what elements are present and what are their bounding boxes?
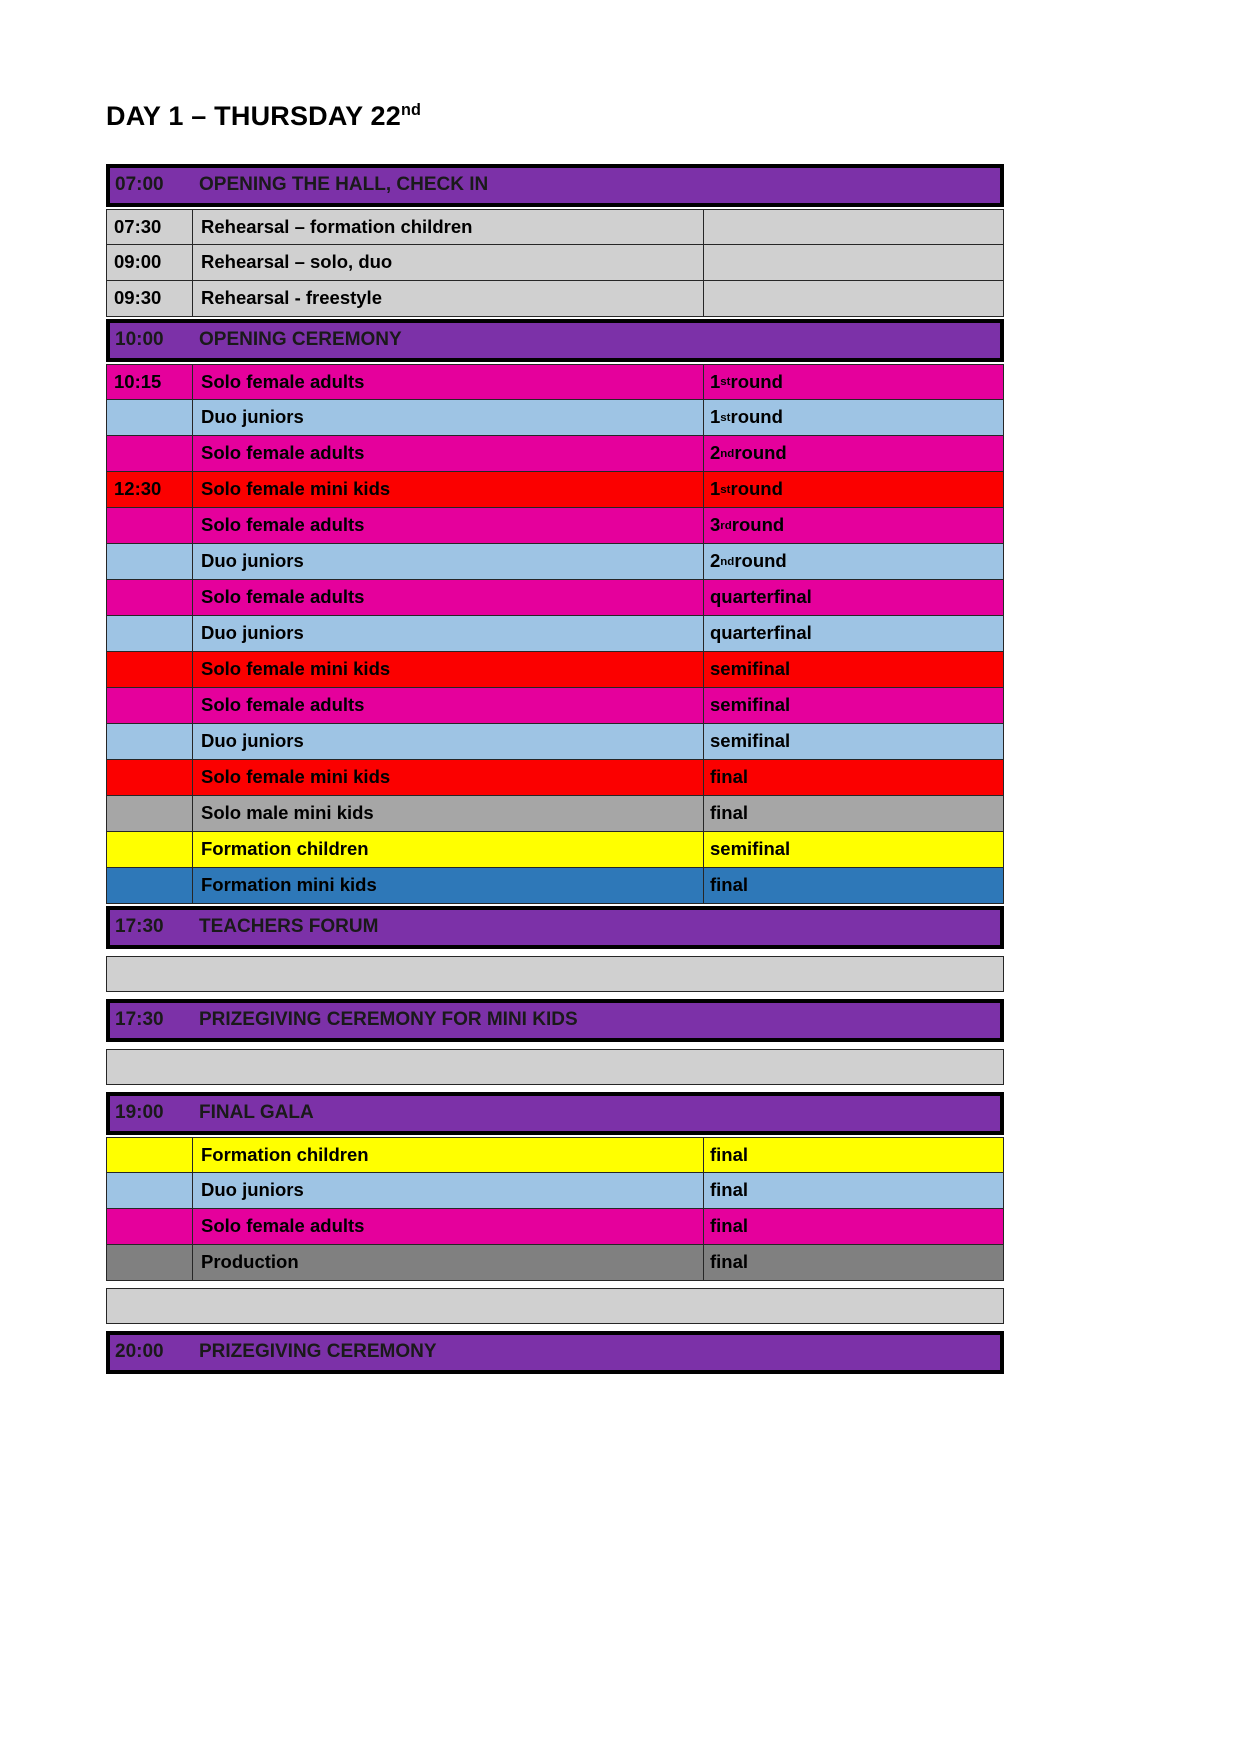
row-category: Solo male mini kids <box>201 802 374 824</box>
row-time: 09:30 <box>107 281 193 316</box>
row-time <box>107 688 193 723</box>
row-time <box>107 832 193 867</box>
page-title <box>106 101 421 132</box>
row-time: 12:30 <box>107 472 193 507</box>
schedule-row <box>106 832 1004 868</box>
row-category: Solo female adults <box>201 694 365 716</box>
row-round: 2 nd round <box>703 544 1003 579</box>
row-round: final <box>703 1173 1003 1208</box>
row-category: Formation children <box>201 838 369 860</box>
row-time <box>107 1209 193 1244</box>
row-gap <box>106 949 1004 956</box>
row-time <box>107 796 193 831</box>
row-category: Rehearsal – formation children <box>201 215 473 237</box>
row-time <box>107 760 193 795</box>
banner-time: 20:00 <box>115 1341 164 1363</box>
schedule-row <box>106 364 1004 400</box>
row-time <box>107 580 193 615</box>
row-round: quarterfinal <box>703 616 1003 651</box>
schedule-spacer-row <box>106 1288 1004 1324</box>
row-gap <box>106 1324 1004 1331</box>
row-round <box>703 281 1003 316</box>
row-time <box>107 652 193 687</box>
row-category: Duo juniors <box>201 1179 304 1201</box>
row-round: 2 nd round <box>703 436 1003 471</box>
banner-title: TEACHERS FORUM <box>199 916 379 938</box>
schedule-spacer-row <box>106 1049 1004 1085</box>
row-round <box>703 210 1003 244</box>
schedule-row <box>106 544 1004 580</box>
row-category: Solo female adults <box>201 586 365 608</box>
row-time <box>107 1245 193 1280</box>
row-category: Rehearsal - freestyle <box>201 287 382 309</box>
row-round: quarterfinal <box>703 580 1003 615</box>
row-category: Duo juniors <box>201 622 304 644</box>
schedule-row <box>106 245 1004 281</box>
schedule-row <box>106 796 1004 832</box>
schedule-banner-row <box>106 906 1004 949</box>
row-category: Solo female adults <box>201 514 365 536</box>
row-time: 07:30 <box>107 210 193 244</box>
banner-time: 17:30 <box>115 916 164 938</box>
row-time <box>107 400 193 435</box>
banner-time: 19:00 <box>115 1102 164 1124</box>
row-category: Solo female mini kids <box>201 766 391 788</box>
schedule-row <box>106 1209 1004 1245</box>
banner-title: FINAL GALA <box>199 1102 314 1124</box>
schedule-row <box>106 400 1004 436</box>
schedule-row <box>106 209 1004 245</box>
schedule-row <box>106 616 1004 652</box>
row-gap <box>106 1042 1004 1049</box>
row-category: Duo juniors <box>201 550 304 572</box>
schedule-row <box>106 1173 1004 1209</box>
banner-time: 10:00 <box>115 329 164 351</box>
schedule-row <box>106 760 1004 796</box>
row-time <box>107 544 193 579</box>
row-category: Solo female mini kids <box>201 658 391 680</box>
row-round: semifinal <box>703 832 1003 867</box>
row-time <box>107 724 193 759</box>
row-category: Solo female adults <box>201 442 365 464</box>
row-round: 1 st round <box>703 365 1003 399</box>
banner-title: PRIZEGIVING CEREMONY <box>199 1341 437 1363</box>
schedule-row <box>106 472 1004 508</box>
row-gap <box>106 992 1004 999</box>
row-category: Duo juniors <box>201 406 304 428</box>
row-category: Formation children <box>201 1143 369 1165</box>
row-round: final <box>703 1209 1003 1244</box>
row-round: semifinal <box>703 688 1003 723</box>
schedule-banner-row <box>106 319 1004 362</box>
schedule-banner-row <box>106 999 1004 1042</box>
row-round: semifinal <box>703 724 1003 759</box>
schedule-banner-row <box>106 1331 1004 1374</box>
schedule-row <box>106 868 1004 904</box>
row-time <box>107 1138 193 1172</box>
row-round: final <box>703 1138 1003 1172</box>
row-time <box>107 868 193 903</box>
schedule-banner-row <box>106 1092 1004 1135</box>
row-round: final <box>703 760 1003 795</box>
schedule-row <box>106 580 1004 616</box>
row-category: Solo female adults <box>201 370 365 392</box>
schedule-row <box>106 688 1004 724</box>
banner-time: 17:30 <box>115 1009 164 1031</box>
row-round: 1 st round <box>703 472 1003 507</box>
schedule-row <box>106 1137 1004 1173</box>
row-time <box>107 1173 193 1208</box>
schedule-spacer-row <box>106 956 1004 992</box>
row-round: final <box>703 1245 1003 1280</box>
schedule-row <box>106 436 1004 472</box>
page-title-text: DAY 1 – THURSDAY 22 <box>106 101 401 131</box>
row-time <box>107 436 193 471</box>
row-time <box>107 508 193 543</box>
row-category: Duo juniors <box>201 730 304 752</box>
row-time <box>107 616 193 651</box>
row-gap <box>106 1085 1004 1092</box>
row-round: final <box>703 868 1003 903</box>
banner-title: OPENING CEREMONY <box>199 329 402 351</box>
row-round: 1 st round <box>703 400 1003 435</box>
row-gap <box>106 1281 1004 1288</box>
schedule-row <box>106 281 1004 317</box>
banner-title: OPENING THE HALL, CHECK IN <box>199 174 489 196</box>
row-category: Rehearsal – solo, duo <box>201 251 393 273</box>
row-round: final <box>703 796 1003 831</box>
schedule-banner-row <box>106 164 1004 207</box>
row-time: 10:15 <box>107 365 193 399</box>
row-category: Production <box>201 1251 299 1273</box>
schedule-row <box>106 508 1004 544</box>
banner-time: 07:00 <box>115 174 164 196</box>
schedule-row <box>106 652 1004 688</box>
row-round: semifinal <box>703 652 1003 687</box>
row-category: Solo female adults <box>201 1215 365 1237</box>
banner-title: PRIZEGIVING CEREMONY FOR MINI KIDS <box>199 1009 578 1031</box>
schedule-row <box>106 1245 1004 1281</box>
row-round <box>703 245 1003 280</box>
row-round: 3 rd round <box>703 508 1003 543</box>
schedule-table <box>106 164 1004 1374</box>
row-category: Formation mini kids <box>201 874 377 896</box>
row-category: Solo female mini kids <box>201 478 391 500</box>
row-time: 09:00 <box>107 245 193 280</box>
schedule-row <box>106 724 1004 760</box>
page-title-ordinal-suffix: nd <box>400 101 422 119</box>
